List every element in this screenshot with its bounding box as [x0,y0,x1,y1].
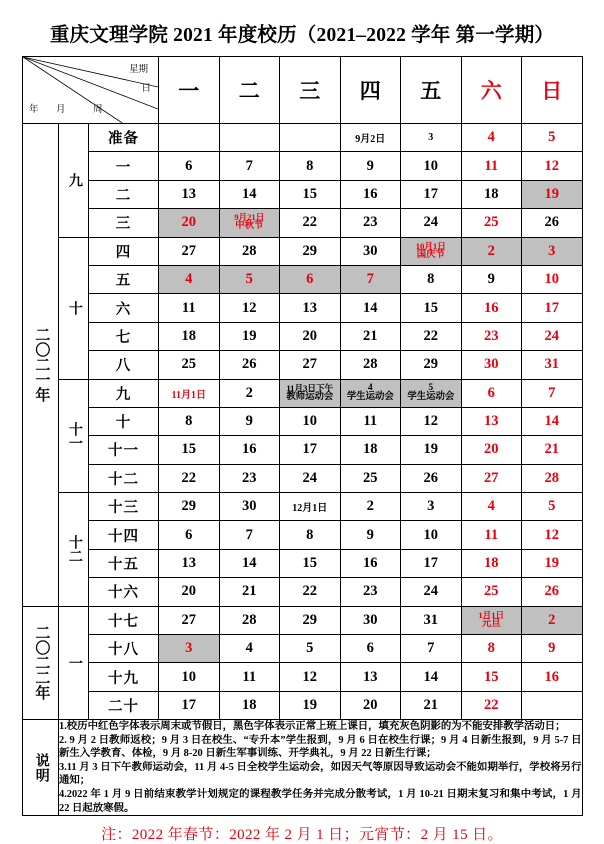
calendar-day-cell[interactable]: 8 [461,635,522,663]
calendar-day-cell[interactable] [280,124,341,152]
calendar-day-cell[interactable]: 3 [522,237,583,265]
calendar-day-cell[interactable]: 28 [219,606,280,634]
weekday-header-3: 三 [280,57,341,124]
calendar-day-cell[interactable]: 13 [340,663,401,691]
calendar-day-cell[interactable]: 27 [159,237,220,265]
calendar-day-cell[interactable]: 7 [340,265,401,293]
calendar-day-cell[interactable]: 13 [159,549,220,577]
weekday-header-7: 日 [522,57,583,124]
calendar-day-cell[interactable]: 9 [522,635,583,663]
calendar-day-cell[interactable]: 17 [522,294,583,322]
calendar-day-cell[interactable]: 22 [401,322,462,350]
calendar-day-cell[interactable]: 6 [159,152,220,180]
week-number-cell: 十三 [89,493,159,521]
calendar-day-cell[interactable]: 28 [340,351,401,379]
calendar-day-cell[interactable]: 11 [159,294,220,322]
calendar-week-row [23,180,583,208]
week-number-cell: 八 [89,351,159,379]
calendar-day-cell[interactable]: 24 [401,578,462,606]
calendar-day-cell[interactable]: 14 [219,549,280,577]
calendar-day-cell[interactable]: 5 [522,493,583,521]
calendar-day-cell[interactable]: 5 学生运动会 [401,379,462,407]
calendar-day-cell[interactable]: 9 [461,265,522,293]
calendar-day-cell[interactable]: 22 [461,691,522,719]
calendar-day-cell[interactable]: 11月1日 [159,379,220,407]
calendar-day-cell[interactable]: 3 [159,635,220,663]
calendar-day-cell[interactable]: 29 [280,606,341,634]
calendar-day-cell[interactable]: 15 [461,663,522,691]
calendar-day-cell[interactable]: 24 [401,209,462,237]
year-label-cell: 二〇二二年 [23,606,59,720]
week-number-cell: 七 [89,322,159,350]
calendar-day-cell[interactable]: 30 [340,606,401,634]
weekday-header-6: 六 [461,57,522,124]
calendar-day-cell[interactable]: 12 [219,294,280,322]
calendar-week-row [23,265,583,293]
calendar-day-cell[interactable]: 7 [401,635,462,663]
calendar-day-cell[interactable]: 13 [280,294,341,322]
week-number-cell: 十一 [89,436,159,464]
notes-row [23,720,583,816]
calendar-week-row [23,549,583,577]
calendar-day-cell[interactable]: 20 [280,322,341,350]
calendar-day-cell[interactable]: 8 [159,407,220,435]
notes-body-cell [59,720,583,816]
page-title: 重庆文理学院 2021 年度校历（2021–2022 学年 第一学期） [49,25,555,46]
calendar-day-cell[interactable]: 3 [401,493,462,521]
calendar-day-cell[interactable]: 20 [159,209,220,237]
calendar-day-cell[interactable]: 15 [280,549,341,577]
calendar-day-cell[interactable]: 15 [159,436,220,464]
week-number-cell: 四 [89,237,159,265]
calendar-day-cell[interactable]: 4 [461,124,522,152]
calendar-day-cell[interactable]: 25 [340,464,401,492]
calendar-day-cell[interactable]: 21 [522,436,583,464]
calendar-day-cell[interactable]: 30 [340,237,401,265]
calendar-day-cell[interactable]: 23 [340,209,401,237]
header-week-label: 周 [93,104,103,115]
calendar-day-cell[interactable]: 10 [522,265,583,293]
calendar-day-cell[interactable]: 11月3日下午 教师运动会 [280,379,341,407]
header-year-label: 年 [29,104,39,115]
calendar-day-cell[interactable]: 24 [280,464,341,492]
calendar-week-row [23,379,583,407]
calendar-day-cell[interactable]: 31 [522,351,583,379]
calendar-day-cell[interactable]: 15 [280,180,341,208]
calendar-day-cell[interactable]: 26 [219,351,280,379]
calendar-day-cell[interactable]: 2 [522,606,583,634]
calendar-day-cell[interactable]: 12 [401,407,462,435]
calendar-week-row [23,578,583,606]
calendar-day-cell[interactable]: 25 [461,209,522,237]
calendar-header-row [23,57,583,124]
calendar-day-cell[interactable]: 1月1日 元旦 [461,606,522,634]
calendar-day-cell[interactable]: 18 [219,691,280,719]
header-date-label: 日 [141,84,152,94]
calendar-day-cell[interactable]: 28 [522,464,583,492]
calendar-day-cell[interactable]: 16 [340,549,401,577]
month-label-cell: 十二 [59,493,89,607]
calendar-day-cell[interactable]: 10 [401,521,462,549]
calendar-day-cell[interactable]: 9 [340,521,401,549]
header-month-label: 月 [56,104,66,115]
calendar-day-cell[interactable]: 13 [461,407,522,435]
calendar-day-cell[interactable]: 12 [522,521,583,549]
calendar-day-cell[interactable]: 23 [461,322,522,350]
calendar-day-cell[interactable]: 23 [219,464,280,492]
calendar-day-cell[interactable]: 26 [522,578,583,606]
calendar-day-cell[interactable]: 22 [159,464,220,492]
calendar-day-cell[interactable]: 4 [461,493,522,521]
calendar-day-cell[interactable]: 11 [340,407,401,435]
calendar-day-cell[interactable]: 18 [159,322,220,350]
week-number-cell: 二十 [89,691,159,719]
calendar-day-cell[interactable]: 16 [461,294,522,322]
calendar-week-row [23,237,583,265]
calendar-week-row [23,436,583,464]
calendar-day-cell[interactable]: 5 [522,124,583,152]
calendar-day-cell[interactable]: 23 [340,578,401,606]
week-number-cell: 十七 [89,606,159,634]
calendar-week-row [23,691,583,719]
calendar-day-cell[interactable]: 9 [340,152,401,180]
calendar-day-cell[interactable]: 19 [522,180,583,208]
note-item-1: 1.校历中红色字体表示周末或节假日，黑色字体表示正常上班上课日，填充灰色阴影的为不能安排教学活动日； [59,721,566,733]
calendar-week-row [23,407,583,435]
week-number-cell: 十六 [89,578,159,606]
calendar-day-cell[interactable]: 10 [280,407,341,435]
year-label-cell: 二〇二一年 [23,124,59,607]
calendar-day-cell[interactable]: 30 [219,493,280,521]
calendar-day-cell[interactable]: 12月1日 [280,493,341,521]
calendar-day-cell[interactable]: 9月2日 [340,124,401,152]
note-item-4: 4.2022 年 1 月 9 日前结束教学计划规定的课程教学任务并完成分散考试，1 月 10-21 日期末复习和集中考试，1 月 22 日起放寒假。 [59,789,582,814]
calendar-day-cell[interactable]: 10 [401,152,462,180]
weekday-header-5: 五 [401,57,462,124]
calendar-day-cell[interactable]: 8 [280,521,341,549]
calendar-day-cell[interactable]: 18 [461,180,522,208]
week-number-cell: 准备 [89,124,159,152]
calendar-week-row [23,635,583,663]
month-label-cell: 十 [59,237,89,379]
week-number-cell: 三 [89,209,159,237]
calendar-week-row [23,209,583,237]
calendar-day-cell[interactable]: 7 [219,152,280,180]
calendar-day-cell[interactable]: 11 [461,152,522,180]
calendar-day-cell[interactable]: 13 [159,180,220,208]
calendar-day-cell[interactable]: 4 学生运动会 [340,379,401,407]
calendar-day-cell[interactable]: 31 [401,606,462,634]
calendar-day-cell[interactable]: 2 [340,493,401,521]
footer-note: 注：2022 年春节：2022 年 2 月 1 日；元宵节：2 月 15 日。 [101,827,503,844]
calendar-week-row [23,521,583,549]
month-label-cell: 一 [59,606,89,720]
month-label-cell: 九 [59,124,89,238]
calendar-week-row [23,493,583,521]
calendar-day-cell[interactable]: 21 [219,578,280,606]
calendar-day-cell[interactable]: 17 [159,691,220,719]
calendar-day-cell[interactable]: 20 [159,578,220,606]
calendar-day-cell[interactable]: 9 [219,407,280,435]
calendar-day-cell[interactable]: 17 [401,180,462,208]
calendar-day-cell[interactable]: 12 [522,152,583,180]
academic-calendar-table [22,56,583,816]
calendar-day-cell[interactable]: 25 [461,578,522,606]
calendar-day-cell[interactable]: 19 [401,436,462,464]
calendar-day-cell[interactable]: 11 [219,663,280,691]
calendar-day-cell[interactable]: 27 [461,464,522,492]
week-number-cell: 一 [89,152,159,180]
calendar-day-cell[interactable]: 5 [280,635,341,663]
calendar-day-cell[interactable]: 22 [280,578,341,606]
calendar-day-cell[interactable]: 16 [522,663,583,691]
calendar-day-cell[interactable]: 3 [401,124,462,152]
calendar-week-row [23,124,583,152]
calendar-day-cell[interactable]: 15 [401,294,462,322]
calendar-day-cell[interactable]: 21 [401,691,462,719]
calendar-week-row [23,152,583,180]
week-number-cell: 十九 [89,663,159,691]
calendar-day-cell[interactable]: 19 [219,322,280,350]
calendar-day-cell[interactable]: 12 [280,663,341,691]
calendar-day-cell[interactable]: 6 [340,635,401,663]
calendar-day-cell[interactable]: 17 [401,549,462,577]
calendar-day-cell[interactable] [159,124,220,152]
calendar-day-cell[interactable]: 14 [401,663,462,691]
calendar-day-cell[interactable]: 14 [522,407,583,435]
calendar-day-cell[interactable]: 18 [461,549,522,577]
calendar-day-cell[interactable]: 27 [280,351,341,379]
calendar-day-cell[interactable]: 16 [219,436,280,464]
calendar-day-cell[interactable]: 26 [401,464,462,492]
calendar-day-cell[interactable]: 14 [340,294,401,322]
calendar-day-cell[interactable]: 30 [461,351,522,379]
calendar-day-cell[interactable]: 6 [280,265,341,293]
week-number-cell: 十四 [89,521,159,549]
calendar-day-cell[interactable]: 6 [461,379,522,407]
calendar-day-cell[interactable]: 29 [159,493,220,521]
calendar-week-row [23,663,583,691]
week-number-cell: 十 [89,407,159,435]
calendar-day-cell[interactable]: 20 [461,436,522,464]
calendar-day-cell[interactable]: 9月21日 中秋节 [219,209,280,237]
calendar-day-cell[interactable]: 19 [522,549,583,577]
calendar-day-cell[interactable]: 18 [340,436,401,464]
calendar-week-row [23,351,583,379]
calendar-day-cell[interactable]: 29 [401,351,462,379]
calendar-day-cell[interactable]: 17 [280,436,341,464]
header-corner-cell [23,57,159,124]
calendar-day-cell[interactable]: 8 [280,152,341,180]
calendar-day-cell[interactable]: 19 [280,691,341,719]
calendar-day-cell[interactable]: 10月1日 国庆节 [401,237,462,265]
note-item-2: 2. 9 月 2 日教师返校；9 月 3 日在校生、“专升本”学生报到，9 月 6 日在校生行课；9 月 4 日新生报到，9 月 5-7 日新生入学教育、体检，9 月 8-20 日新生军事训练、开学典礼，9 月 22 日新生行课； [59,735,582,760]
calendar-day-cell[interactable]: 10 [159,663,220,691]
calendar-day-cell[interactable]: 7 [219,521,280,549]
week-number-cell: 十五 [89,549,159,577]
calendar-day-cell[interactable]: 29 [280,237,341,265]
calendar-day-cell[interactable] [219,124,280,152]
weekday-header-1: 一 [159,57,220,124]
calendar-day-cell[interactable]: 8 [401,265,462,293]
calendar-day-cell[interactable]: 28 [219,237,280,265]
notes-label-cell: 说明 [23,720,59,816]
calendar-day-cell[interactable]: 22 [280,209,341,237]
calendar-day-cell[interactable]: 24 [522,322,583,350]
note-item-3: 3.11 月 3 日下午教师运动会，11 月 4-5 日全校学生运动会，如因天气等原因导致运动会不能如期举行，学校将另行通知； [59,762,582,787]
calendar-day-cell[interactable]: 21 [340,322,401,350]
week-number-cell: 九 [89,379,159,407]
month-label-cell: 十一 [59,379,89,493]
calendar-week-row [23,322,583,350]
week-number-cell: 五 [89,265,159,293]
week-number-cell: 二 [89,180,159,208]
header-weekday-label: 星期 [129,65,149,75]
calendar-day-cell[interactable]: 11 [461,521,522,549]
calendar-day-cell[interactable]: 4 [159,265,220,293]
calendar-week-row [23,294,583,322]
calendar-day-cell[interactable]: 4 [219,635,280,663]
calendar-container [0,56,604,816]
calendar-day-cell[interactable]: 26 [522,209,583,237]
calendar-week-row [23,464,583,492]
calendar-day-cell[interactable] [522,691,583,719]
calendar-day-cell[interactable]: 27 [159,606,220,634]
calendar-day-cell[interactable]: 5 [219,265,280,293]
weekday-header-2: 二 [219,57,280,124]
week-number-cell: 十二 [89,464,159,492]
calendar-day-cell[interactable]: 6 [159,521,220,549]
calendar-day-cell[interactable]: 20 [340,691,401,719]
calendar-week-row [23,606,583,634]
calendar-day-cell[interactable]: 7 [522,379,583,407]
week-number-cell: 六 [89,294,159,322]
weekday-header-4: 四 [340,57,401,124]
calendar-day-cell[interactable]: 25 [159,351,220,379]
calendar-day-cell[interactable]: 16 [340,180,401,208]
calendar-day-cell[interactable]: 2 [461,237,522,265]
calendar-day-cell[interactable]: 14 [219,180,280,208]
week-number-cell: 十八 [89,635,159,663]
calendar-day-cell[interactable]: 2 [219,379,280,407]
